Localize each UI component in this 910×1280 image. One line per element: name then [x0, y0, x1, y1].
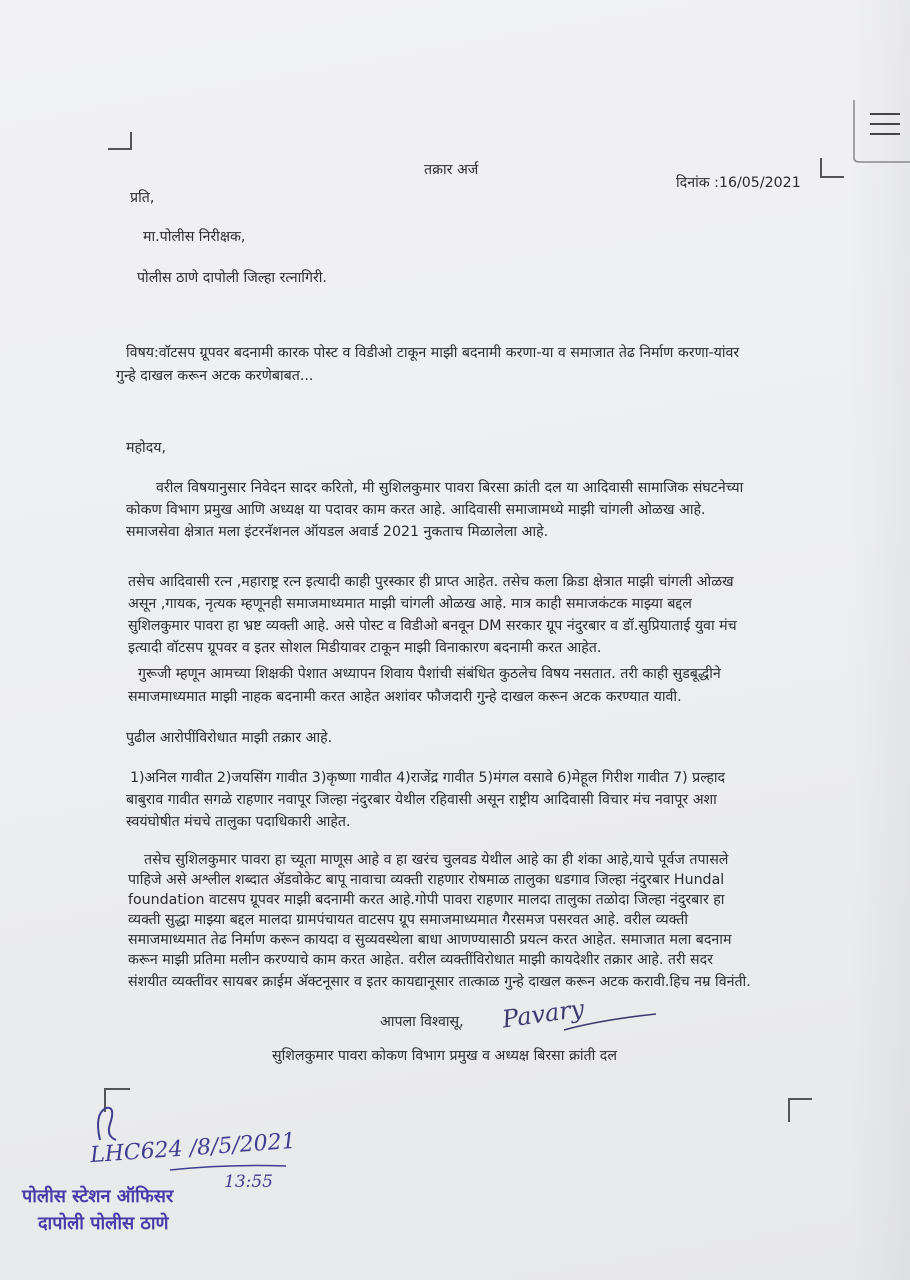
- paragraph-line: पाहिजे असे अश्लील शब्दात ॲडवोकेट बापू नावाचा व्यक्ती राहणार रोषमाळ तालुका धडगाव जिल्हा नंदुरबार Hundal: [128, 872, 725, 888]
- closing-yours: आपला विश्वासू,: [380, 1014, 464, 1030]
- recipient-prati: प्रति,: [130, 190, 155, 206]
- police-stamp-line1: पोलीस स्टेशन ऑफिसर: [22, 1186, 174, 1207]
- paragraph-line: वरील विषयानुसार निवेदन सादर करितो, मी सुशिलकुमार पावरा बिरसा क्रांती दल या आदिवासी सामाजिक संघटनेच्या: [156, 480, 744, 496]
- recipient-officer: मा.पोलीस निरीक्षक,: [143, 229, 246, 245]
- paragraph-line: 1)अनिल गावीत 2)जयसिंग गावीत 3)कृष्णा गावीत 4)राजेंद्र गावीत 5)मंगल वसावे 6)मेहूल गिरीश गावीत 7) प्रल्हाद: [130, 770, 726, 786]
- paragraph-line: समाजसेवा क्षेत्रात मला इंटरनॅशनल ऑयडल अवार्ड 2021 नुकताच मिळालेला आहे.: [126, 524, 549, 540]
- paragraph-line: बाबुराव गावीत सगळे राहणार नवापूर जिल्हा नंदुरबार येथील रहिवासी असून राष्ट्रीय आदिवासी विचार मंच नवापूर अशा: [126, 792, 717, 808]
- paragraph-line: गुरूजी म्हणून आमच्या शिक्षकी पेशात अध्यापन शिवाय पैशांची संबंधित कुठलेच विषय नसतात. तरी काही सुडबूद्धीने: [138, 666, 721, 682]
- signature: Pavary: [500, 994, 586, 1034]
- paragraph-line: इत्यादी वॉटसप ग्रूपवर व इतर सोशल मिडीयावर टाकून माझी विनाकारण बदनामी करत आहेत.: [128, 640, 602, 656]
- signatory-name: सुशिलकुमार पावरा कोकण विभाग प्रमुख व अध्यक्ष बिरसा क्रांती दल: [272, 1048, 617, 1064]
- subject-line: विषय:वॉटसप ग्रूपवर बदनामी कारक पोस्ट व विडीओ टाकून माझी बदनामी करणा-या व समाजात तेढ निर्माण करणा-यांवर: [126, 345, 740, 361]
- paragraph-line: तसेच सुशिलकुमार पावरा हा च्यूता माणूस आहे व हा खरंच चुलवड येथील आहे का ही शंका आहे,याचे पूर्वज तपासले: [144, 852, 729, 868]
- corner-mark-top-right: [820, 158, 844, 178]
- police-stamp-line2: दापोली पोलीस ठाणे: [38, 1213, 169, 1234]
- paragraph-line: कोकण विभाग प्रमुख आणि अध्यक्ष या पदावर काम करत आहे. आदिवासी समाजामध्ये माझी चांगली ओळख आहे.: [126, 502, 706, 518]
- scan-edge-shadow: [850, 0, 910, 1280]
- paragraph-line: संशयीत व्यक्तींवर सायबर क्राईम ॲक्टनूसार व इतर कायद्यानूसार तात्काळ गुन्हे दाखल करून अटक करावी.हिच नम्र विनंती.: [128, 974, 751, 990]
- subject-line: गुन्हे दाखल करून अटक करणेबाबत...: [116, 368, 314, 384]
- receipt-scribble-icon: [86, 1104, 136, 1144]
- paragraph-line: समाजमाध्यमात तेढ निर्माण करून कायदा व सुव्यवस्थेला बाधा आणण्यासाठी प्रयत्न करत आहेत. समाजात मला बदनाम: [128, 932, 732, 948]
- paragraph-line: तसेच आदिवासी रत्न ,महाराष्ट्र रत्न इत्यादी काही पुरस्कार ही प्राप्त आहेत. तसेच कला क्रिडा क्षेत्रात माझी चांगली ओळख: [128, 574, 734, 590]
- paragraph-line: करून माझी प्रतिमा मलीन करण्याचे काम करत आहेत. वरील व्यक्तींविरोधात माझी कायदेशीर तक्रार आहे. तरी सदर: [128, 952, 713, 968]
- document-date: दिनांक :16/05/2021: [676, 175, 801, 191]
- signature-underline-icon: [560, 1008, 660, 1038]
- receipt-handwritten-time: 13:55: [224, 1172, 273, 1192]
- paragraph-line: foundation वाटसप ग्रूपवर माझी बदनामी करत आहे.गोपी पावरा राहणार मालदा तालुका तळोदा जिल्हा नंदुरबार हा: [128, 892, 725, 908]
- paragraph-line: पुढील आरोपींविरोधात माझी तक्रार आहे.: [126, 730, 333, 746]
- document-title: तक्रार अर्ज: [424, 162, 479, 178]
- recipient-station: पोलीस ठाणे दापोली जिल्हा रत्नागिरी.: [137, 270, 327, 286]
- receipt-handwritten-number: LHC624 /8/5/2021: [89, 1128, 297, 1169]
- corner-mark-top-left: [108, 132, 132, 150]
- paragraph-line: असून ,गायक, नृत्यक म्हणूनही समाजमाध्यमात माझी चांगली ओळख आहे. मात्र काही समाजकंटक माझ्या बद्दल: [128, 596, 692, 612]
- salutation: महोदय,: [126, 440, 166, 456]
- paragraph-line: सुशिलकुमार पावरा हा भ्रष्ट व्यक्ती आहे. असे पोस्ट व विडीओ बनवून DM सरकार ग्रूप नंदुरबार व डॉ.सुप्रियाताई युवा मंच: [128, 618, 737, 634]
- paragraph-line: व्यक्ती सुद्धा माझ्या बद्दल मालदा ग्रामपंचायत वाटसप ग्रूप समाजमाध्यमात गैरसमज पसरवत आहे. वरील व्यक्ती: [128, 912, 689, 928]
- corner-mark-bottom-right: [788, 1098, 812, 1122]
- paragraph-line: समाजमाध्यमात माझी नाहक बदनामी करत आहेत अशांवर फौजदारी गुन्हे दाखल करून अटक करण्यात यावी.: [128, 689, 682, 705]
- paper-edge-icon: [848, 98, 910, 164]
- paragraph-line: स्वयंघोषीत मंचचे तालुका पदाधिकारी आहेत.: [126, 814, 351, 830]
